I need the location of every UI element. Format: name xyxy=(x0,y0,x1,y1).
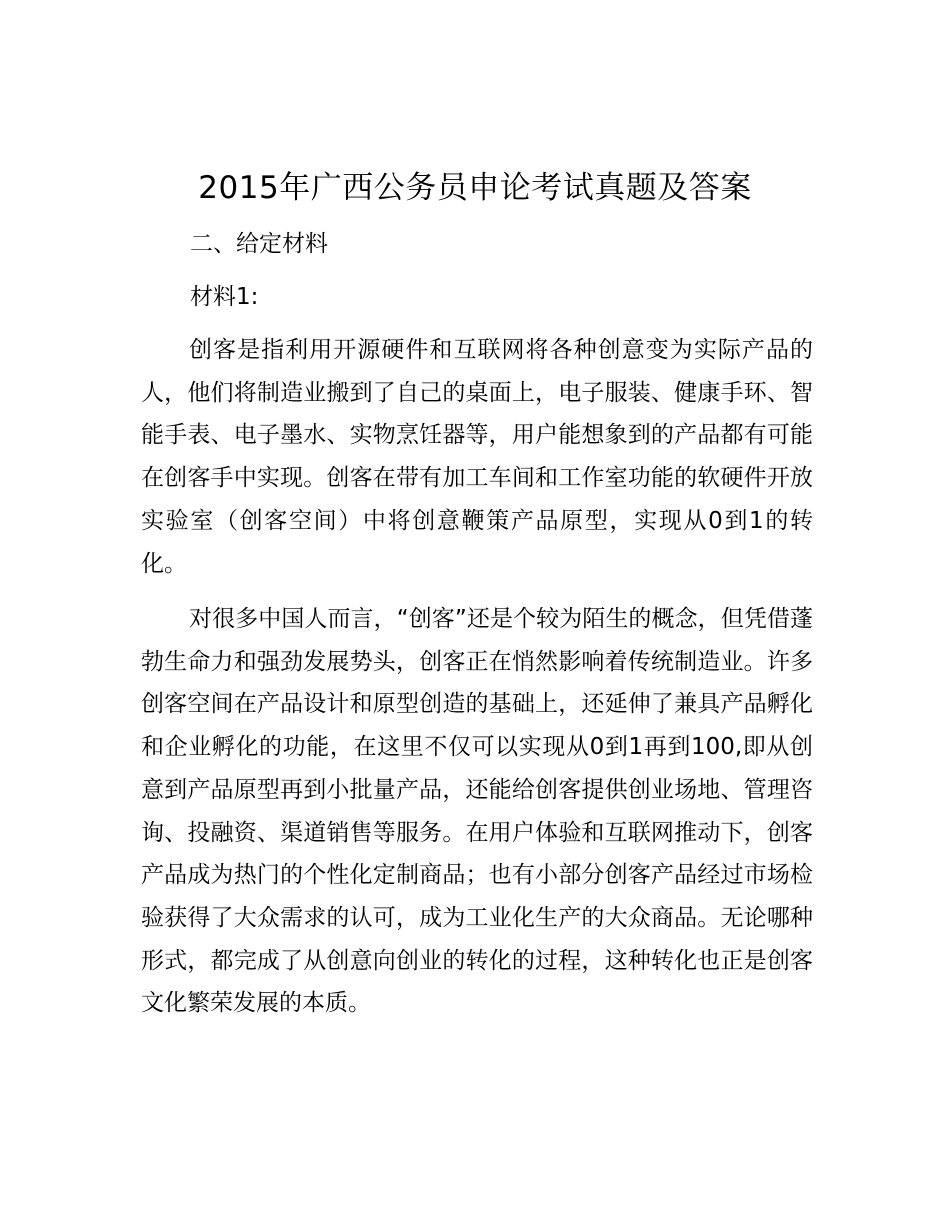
section-heading: 二、给定材料 xyxy=(190,231,328,257)
paragraph: 对很多中国人而言，“创客”还是个较为陌生的概念，但凭借蓬勃生命力和强劲发展势头，创客正在悄然影响着传统制造业。许多创客空间在产品设计和原型创造的基础上，还延伸了兼具产品孵化和企业孵化的功能，在这里不仅可以实现从0到1再到100,即从创意到产品原型再到小批量产品，还能给创客提供创业场地、管理咨询、投融资、渠道销售等服务。在用户体验和互联网推动下，创客产品成为热门的个性化定制商品；也有小部分创客产品经过市场检验获得了大众需求的认可，成为工业化生产的大众商品。无论哪种形式，都完成了从创意向创业的转化的过程，这种转化也正是创客文化繁荣发展的本质。 xyxy=(141,606,813,1017)
document-title: 2015年广西公务员申论考试真题及答案 xyxy=(198,170,752,206)
material-label: 材料1: xyxy=(190,284,259,310)
paragraph: 创客是指利用开源硬件和互联网将各种创意变为实际产品的人，他们将制造业搬到了自己的桌面上，电子服装、健康手环、智能手表、电子墨水、实物烹饪器等，用户能想象到的产品都有可能在创客手中实现。创客在带有加工车间和工作室功能的软硬件开放实验室（创客空间）中将创意鞭策产品原型，实现从0到1的转化。 xyxy=(141,337,813,577)
